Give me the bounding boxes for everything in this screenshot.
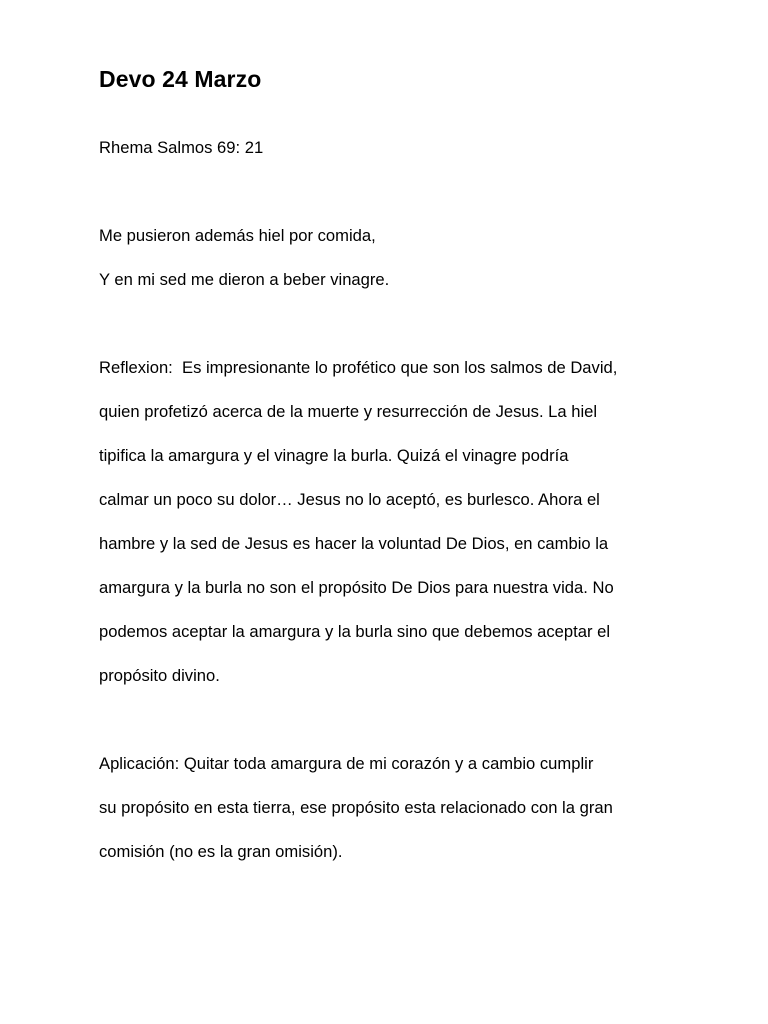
document-title: Devo 24 Marzo <box>99 66 262 92</box>
aplicacion-line: su propósito en esta tierra, ese propósito esta relacionado con la gran <box>99 798 613 817</box>
reflexion-line: tipifica la amargura y el vinagre la burla. Quizá el vinagre podría <box>99 446 569 465</box>
reflexion-line: propósito divino. <box>99 666 220 685</box>
reflexion-paragraph <box>99 335 679 709</box>
document-page <box>99 62 679 907</box>
verse-paragraph <box>99 203 679 313</box>
aplicacion-paragraph <box>99 731 679 885</box>
aplicacion-line: comisión (no es la gran omisión). <box>99 842 343 861</box>
reflexion-line: podemos aceptar la amargura y la burla sino que debemos aceptar el <box>99 622 611 641</box>
verse-line: Y en mi sed me dieron a beber vinagre. <box>99 270 390 289</box>
rhema-reference <box>99 115 679 181</box>
verse-line: Me pusieron además hiel por comida, <box>99 226 376 245</box>
reflexion-line: quien profetizó acerca de la muerte y resurrección de Jesus. La hiel <box>99 402 598 421</box>
aplicacion-line: Aplicación: Quitar toda amargura de mi corazón y a cambio cumplir <box>99 754 594 773</box>
reflexion-line: amargura y la burla no son el propósito De Dios para nuestra vida. No <box>99 578 614 597</box>
reflexion-line: calmar un poco su dolor… Jesus no lo aceptó, es burlesco. Ahora el <box>99 490 600 509</box>
reflexion-line: hambre y la sed de Jesus es hacer la voluntad De Dios, en cambio la <box>99 534 609 553</box>
reflexion-line: Reflexion: Es impresionante lo profético que son los salmos de David, <box>99 358 618 377</box>
rhema-line: Rhema Salmos 69: 21 <box>99 138 264 157</box>
